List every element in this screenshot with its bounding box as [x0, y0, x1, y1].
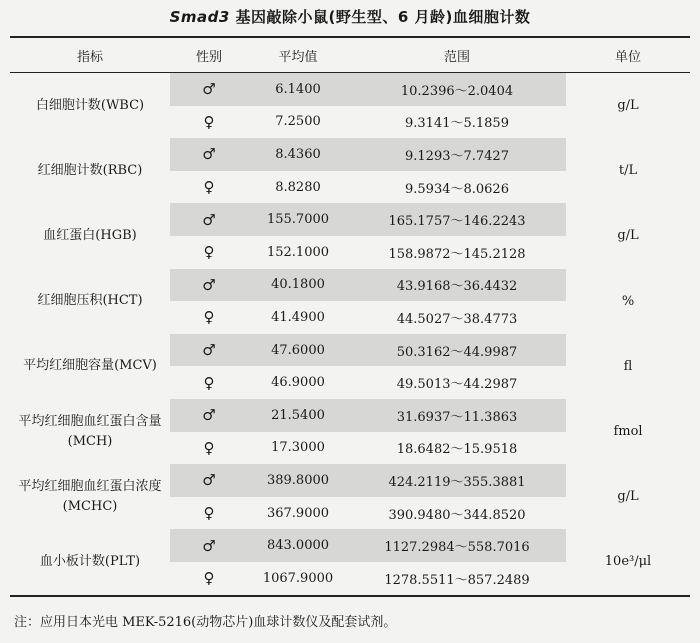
- mean-cell: 7.2500: [275, 114, 321, 130]
- header-mean: 平均值: [248, 37, 348, 73]
- mean-cell: 6.1400: [248, 73, 348, 106]
- range-cell: 49.5013～44.2987: [396, 377, 518, 393]
- unit-cell: t/L: [618, 163, 638, 179]
- sex-female-cell: ♀: [170, 562, 248, 596]
- table-row: [10, 334, 690, 367]
- unit-cell: g/L: [617, 98, 639, 114]
- table-header-row: [10, 37, 690, 73]
- mean-cell: 8.4360: [248, 138, 348, 171]
- mean-cell: 1067.9000: [248, 562, 348, 596]
- range-cell: 50.3162～44.9987: [348, 334, 566, 367]
- indicator-cell: 平均红细胞血红蛋白含量(MCH): [18, 413, 162, 449]
- title-text: 基因敲除小鼠(野生型、6 月龄)血细胞计数: [229, 8, 531, 26]
- indicator-cell: 平均红细胞容量(MCV): [23, 358, 157, 374]
- title-gene: Smad3: [169, 8, 230, 26]
- sex-male-cell: ♂: [170, 464, 248, 497]
- table-row: [10, 269, 690, 302]
- sex-female-cell: ♀: [203, 373, 215, 392]
- table-footnote: 注：应用日本光电 MEK-5216(动物芯片)血球计数仪及配套试剂。: [14, 615, 397, 630]
- range-cell: 43.9168～36.4432: [348, 269, 566, 302]
- table-body: [10, 73, 690, 596]
- range-cell: 1278.5511～857.2489: [348, 562, 566, 596]
- mean-cell: 47.6000: [248, 334, 348, 367]
- unit-cell: %: [621, 293, 635, 309]
- indicator-cell: 白细胞计数(WBC): [35, 97, 145, 113]
- range-cell: 10.2396～2.0404: [348, 73, 566, 106]
- blood-count-table: [10, 36, 690, 597]
- range-cell: 158.9872～145.2128: [388, 246, 526, 262]
- header-range: 范围: [348, 37, 566, 73]
- sex-female-cell: ♀: [203, 504, 215, 523]
- table-row: [10, 138, 690, 171]
- sex-female-cell: ♀: [203, 243, 215, 262]
- sex-female-cell: ♀: [203, 112, 215, 131]
- range-cell: 390.9480～344.8520: [388, 507, 526, 523]
- mean-cell: 40.1800: [248, 269, 348, 302]
- sex-male-cell: ♂: [170, 269, 248, 302]
- table-title: [0, 6, 700, 27]
- unit-cell: g/L: [617, 228, 639, 244]
- sex-male-cell: ♂: [170, 203, 248, 236]
- sex-male-cell: ♂: [170, 73, 248, 106]
- sex-female-cell: ♀: [203, 438, 215, 457]
- range-cell: 1127.2984～558.7016: [348, 529, 566, 562]
- sex-male-cell: ♂: [170, 399, 248, 432]
- range-cell: 9.1293～7.7427: [348, 138, 566, 171]
- indicator-cell: 平均红细胞血红蛋白浓度(MCHC): [18, 478, 162, 514]
- range-cell: 165.1757～146.2243: [348, 203, 566, 236]
- table-row: [10, 203, 690, 236]
- table-row: [10, 73, 690, 106]
- indicator-cell: 血红蛋白(HGB): [43, 227, 137, 243]
- mean-cell: 152.1000: [266, 244, 330, 260]
- header-indicator: 指标: [10, 37, 170, 73]
- unit-cell: 10e³/μl: [566, 529, 690, 595]
- mean-cell: 155.7000: [248, 203, 348, 236]
- table-row: [10, 464, 690, 497]
- range-cell: 18.6482～15.9518: [396, 442, 518, 458]
- table-row: [10, 399, 690, 432]
- mean-cell: 8.8280: [275, 179, 321, 195]
- mean-cell: 843.0000: [248, 529, 348, 562]
- mean-cell: 41.4900: [271, 309, 325, 325]
- mean-cell: 389.8000: [248, 464, 348, 497]
- indicator-cell: 红细胞计数(RBC): [37, 162, 143, 178]
- mean-cell: 17.3000: [271, 440, 325, 456]
- sex-male-cell: ♂: [170, 529, 248, 562]
- sex-female-cell: ♀: [203, 178, 215, 197]
- unit-cell: fl: [623, 358, 633, 374]
- indicator-cell: 血小板计数(PLT): [10, 529, 170, 595]
- sex-male-cell: ♂: [170, 138, 248, 171]
- range-cell: 9.3141～5.1859: [405, 116, 509, 132]
- header-unit: 单位: [566, 37, 690, 73]
- mean-cell: 46.9000: [271, 375, 325, 391]
- sex-male-cell: ♂: [170, 334, 248, 367]
- table-row: [10, 529, 690, 562]
- unit-cell: g/L: [617, 489, 639, 505]
- indicator-cell: 红细胞压积(HCT): [37, 293, 143, 309]
- range-cell: 44.5027～38.4773: [396, 311, 518, 327]
- sex-female-cell: ♀: [203, 308, 215, 327]
- mean-cell: 367.9000: [266, 505, 330, 521]
- unit-cell: fmol: [613, 424, 643, 440]
- header-sex: 性别: [170, 37, 248, 73]
- range-cell: 424.2119～355.3881: [348, 464, 566, 497]
- range-cell: 9.5934～8.0626: [405, 181, 509, 197]
- mean-cell: 21.5400: [248, 399, 348, 432]
- range-cell: 31.6937～11.3863: [348, 399, 566, 432]
